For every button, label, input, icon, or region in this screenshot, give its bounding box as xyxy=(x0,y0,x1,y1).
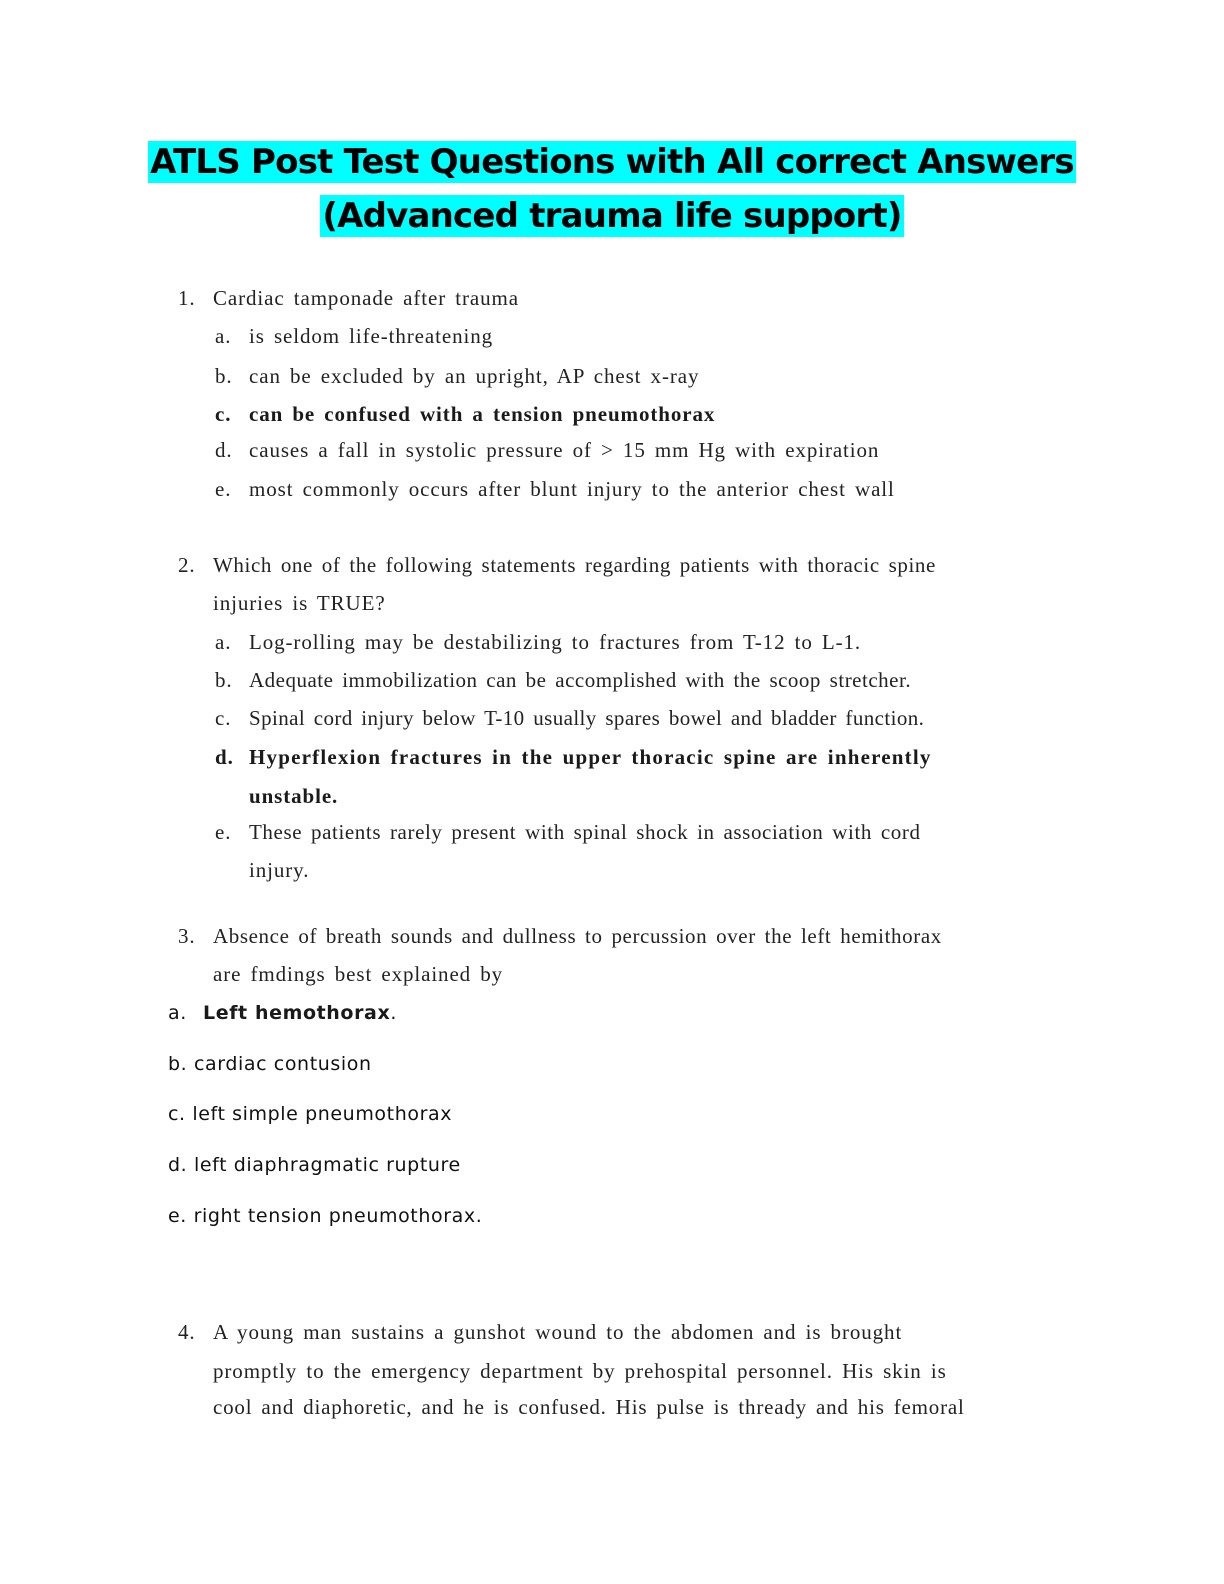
question-stem-continued: promptly to the emergency department by prehospital personnel. His skin is xyxy=(213,1359,947,1383)
option-suffix: . xyxy=(390,1002,397,1024)
option-text: Adequate immobilization can be accomplished with the scoop stretcher. xyxy=(249,668,912,692)
option-text: most commonly occurs after blunt injury to the anterior chest wall xyxy=(249,477,895,501)
question-number: 1. xyxy=(178,286,196,310)
title-highlight-1: ATLS Post Test Questions with All correct Answers xyxy=(150,142,1074,182)
question-stem-continued: cool and diaphoretic, and he is confused. His pulse is thready and his femoral xyxy=(213,1395,965,1419)
correct-option xyxy=(203,1002,397,1024)
option-letter: e. xyxy=(215,820,232,844)
document-title-line-1 xyxy=(0,138,1224,186)
option-text: right tension pneumothorax. xyxy=(193,1205,483,1227)
question-stem-continued: injuries is TRUE? xyxy=(213,591,386,615)
option-letter: d. xyxy=(168,1154,188,1176)
option-text: causes a fall in systolic pressure of > 15 mm Hg with expiration xyxy=(249,438,880,462)
option-letter: e. xyxy=(168,1205,187,1227)
title-highlight-2: (Advanced trauma life support) xyxy=(322,196,902,236)
option-text: cardiac contusion xyxy=(193,1053,372,1075)
question-number: 3. xyxy=(178,924,196,948)
option xyxy=(168,1103,452,1125)
option-letter: e. xyxy=(215,477,232,501)
option-letter: b. xyxy=(215,668,233,692)
question-number: 2. xyxy=(178,553,196,577)
option-letter: d. xyxy=(215,438,233,462)
option-text: left simple pneumothorax xyxy=(192,1103,453,1125)
option-letter: c. xyxy=(168,1103,186,1125)
correct-option-text-continued: unstable. xyxy=(249,784,339,808)
document-title-line-2 xyxy=(0,192,1224,240)
question-stem: Which one of the following statements regarding patients with thoracic spine xyxy=(213,553,936,577)
option-text: left diaphragmatic rupture xyxy=(193,1154,461,1176)
option-letter: a. xyxy=(168,1002,187,1024)
option-letter: c. xyxy=(215,706,232,730)
question-stem-continued: are fmdings best explained by xyxy=(213,962,504,986)
correct-option-text: Left hemothorax xyxy=(203,1002,391,1024)
question-number: 4. xyxy=(178,1320,196,1344)
option-text: Spinal cord injury below T-10 usually spares bowel and bladder function. xyxy=(249,706,925,730)
option-letter: a. xyxy=(215,324,232,348)
question-stem: Absence of breath sounds and dullness to percussion over the left hemithorax xyxy=(213,924,942,948)
option xyxy=(168,1053,372,1075)
option-text-continued: injury. xyxy=(249,858,310,882)
question-stem: A young man sustains a gunshot wound to the abdomen and is brought xyxy=(213,1320,903,1344)
question-stem: Cardiac tamponade after trauma xyxy=(213,286,519,310)
option-letter: b. xyxy=(168,1053,188,1075)
option-text: is seldom life-threatening xyxy=(249,324,494,348)
correct-option-letter: c. xyxy=(215,402,232,426)
option-text: These patients rarely present with spinal shock in association with cord xyxy=(249,820,921,844)
option-text: can be excluded by an upright, AP chest x-ray xyxy=(249,364,700,388)
option xyxy=(168,1205,482,1227)
option-letter: b. xyxy=(215,364,233,388)
option-text: Log-rolling may be destabilizing to fractures from T-12 to L-1. xyxy=(249,630,862,654)
correct-option-text: can be confused with a tension pneumothorax xyxy=(249,402,716,426)
option-letter: a. xyxy=(215,630,232,654)
correct-option-letter: d. xyxy=(215,745,234,769)
option xyxy=(168,1154,461,1176)
correct-option-text: Hyperflexion fractures in the upper thoracic spine are inherently xyxy=(249,745,932,769)
